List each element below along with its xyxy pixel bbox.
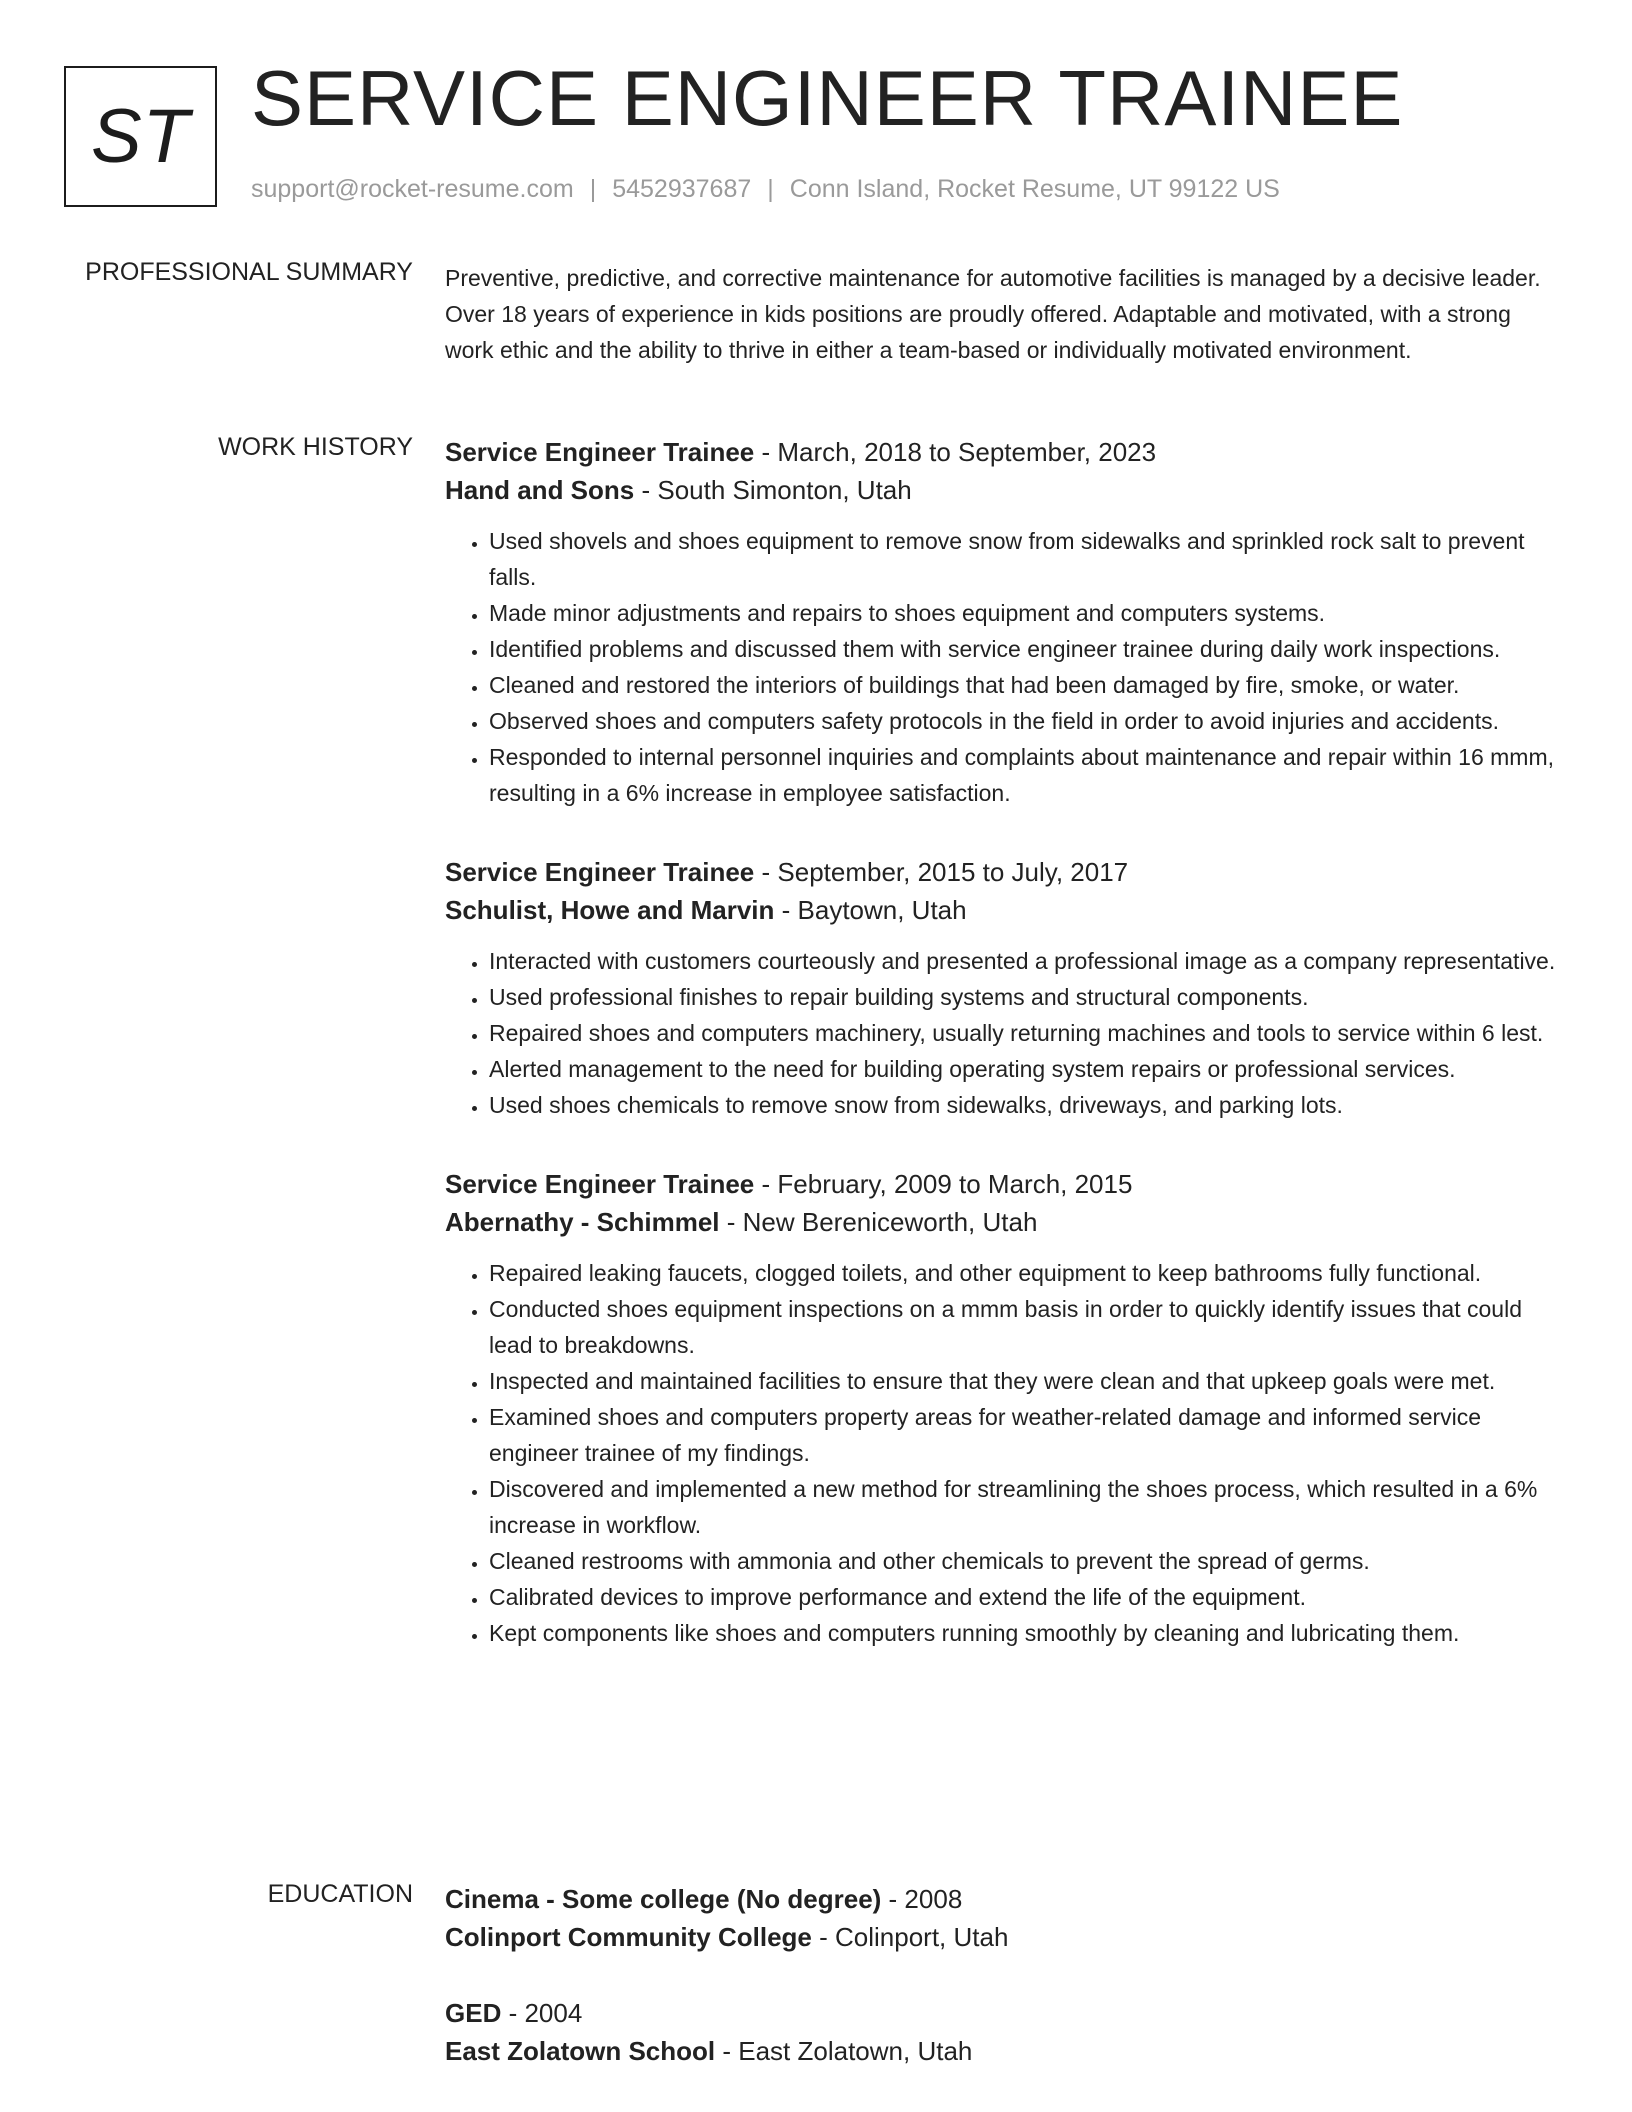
job-dates: - February, 2009 to March, 2015 xyxy=(754,1169,1133,1199)
job-title: Service Engineer Trainee xyxy=(445,857,755,887)
job-company-line xyxy=(445,1203,1560,1241)
job-bullet: • Observed shoes and computers safety protocols in the field in order to avoid injuries and accidents. xyxy=(489,703,1560,739)
job-bullet: • Used professional finishes to repair building systems and structural components. xyxy=(489,979,1560,1015)
degree-line xyxy=(445,1994,1560,2032)
job-bullet: • Used shovels and shoes equipment to remove snow from sidewalks and sprinkled rock salt to prevent falls. xyxy=(489,523,1560,595)
summary-text: Preventive, predictive, and corrective maintenance for automotive facilities is managed by a decisive leader. Over 18 years of experience in kids positions are proudly offered. Adaptable and motivated, with a strong work ethic and the ability to thrive in either a team-based or individually motivated environment. xyxy=(445,265,1541,363)
job-title-line xyxy=(445,853,1560,891)
job-bullets xyxy=(445,523,1560,811)
contact-phone[interactable]: 5452937687 xyxy=(612,175,752,203)
job-entry xyxy=(445,853,1560,1123)
job-bullet: • Repaired shoes and computers machinery, usually returning machines and tools to service within 6 lest. xyxy=(489,1015,1560,1051)
job-bullet: • Conducted shoes equipment inspections on a mmm basis in order to quickly identify issues that could lead to breakdowns. xyxy=(489,1291,1560,1363)
education-entry xyxy=(445,1994,1560,2070)
contact-separator: | xyxy=(767,175,774,203)
contact-line xyxy=(251,175,1280,204)
job-bullet: • Used shoes chemicals to remove snow from sidewalks, driveways, and parking lots. xyxy=(489,1087,1560,1123)
job-location: - South Simonton, Utah xyxy=(634,475,912,505)
job-company: Hand and Sons xyxy=(445,475,635,505)
job-bullet: • Discovered and implemented a new method for streamlining the shoes process, which resulted in a 6% increase in workflow. xyxy=(489,1471,1560,1543)
job-bullet: • Repaired leaking faucets, clogged toilets, and other equipment to keep bathrooms fully functional. xyxy=(489,1255,1560,1291)
degree-year: - 2008 xyxy=(881,1884,963,1914)
job-bullet: • Cleaned and restored the interiors of buildings that had been damaged by fire, smoke, or water. xyxy=(489,667,1560,703)
resume-title: SERVICE ENGINEER TRAINEE xyxy=(251,54,1404,142)
job-entry xyxy=(445,1165,1560,1651)
section-label-work-history: WORK HISTORY xyxy=(218,433,413,461)
section-label-summary: PROFESSIONAL SUMMARY xyxy=(85,258,413,286)
school-location: - Colinport, Utah xyxy=(811,1922,1009,1952)
job-bullets xyxy=(445,943,1560,1123)
degree: GED xyxy=(445,1998,502,2028)
job-title: Service Engineer Trainee xyxy=(445,437,755,467)
job-title-line xyxy=(445,1165,1560,1203)
job-bullet: • Made minor adjustments and repairs to shoes equipment and computers systems. xyxy=(489,595,1560,631)
job-bullet: • Interacted with customers courteously and presented a professional image as a company representative. xyxy=(489,943,1560,979)
school-name: Colinport Community College xyxy=(445,1922,812,1952)
degree-year: - 2004 xyxy=(501,1998,583,2028)
contact-email[interactable]: support@rocket-resume.com xyxy=(251,175,574,203)
job-company-line xyxy=(445,471,1560,509)
job-bullet: • Examined shoes and computers property areas for weather-related damage and informed service engineer trainee of my findings. xyxy=(489,1399,1560,1471)
job-location: - New Bereniceworth, Utah xyxy=(719,1207,1038,1237)
job-company-line xyxy=(445,891,1560,929)
school-line xyxy=(445,2032,1560,2070)
job-bullet: • Calibrated devices to improve performance and extend the life of the equipment. xyxy=(489,1579,1560,1615)
contact-address: Conn Island, Rocket Resume, UT 99122 US xyxy=(789,175,1280,203)
education-entry xyxy=(445,1880,1560,1956)
job-bullet: • Identified problems and discussed them with service engineer trainee during daily work inspections. xyxy=(489,631,1560,667)
job-location: - Baytown, Utah xyxy=(774,895,967,925)
job-bullet: • Cleaned restrooms with ammonia and other chemicals to prevent the spread of germs. xyxy=(489,1543,1560,1579)
school-line xyxy=(445,1918,1560,1956)
job-title: Service Engineer Trainee xyxy=(445,1169,755,1199)
job-dates: - September, 2015 to July, 2017 xyxy=(754,857,1129,887)
job-company: Abernathy - Schimmel xyxy=(445,1207,720,1237)
job-list xyxy=(445,433,1560,1693)
contact-separator: | xyxy=(589,175,597,203)
school-location: - East Zolatown, Utah xyxy=(715,2036,973,2066)
job-bullet: • Responded to internal personnel inquiries and complaints about maintenance and repair within 16 mmm, resulting in a 6% increase in employee satisfaction. xyxy=(489,739,1560,811)
job-bullet: • Inspected and maintained facilities to ensure that they were clean and that upkeep goals were met. xyxy=(489,1363,1560,1399)
degree: Cinema - Some college (No degree) xyxy=(445,1884,882,1914)
job-bullet: • Alerted management to the need for building operating system repairs or professional services. xyxy=(489,1051,1560,1087)
job-bullets xyxy=(445,1255,1560,1651)
job-dates: - March, 2018 to September, 2023 xyxy=(754,437,1157,467)
job-entry xyxy=(445,433,1560,811)
job-title-line xyxy=(445,433,1560,471)
section-label-education: EDUCATION xyxy=(267,1880,413,1908)
job-company: Schulist, Howe and Marvin xyxy=(445,895,775,925)
school-name: East Zolatown School xyxy=(445,2036,716,2066)
degree-line xyxy=(445,1880,1560,1918)
monogram-logo: ST xyxy=(64,66,217,207)
education-list xyxy=(445,1880,1560,2108)
job-bullet: • Kept components like shoes and computers running smoothly by cleaning and lubricating them. xyxy=(489,1615,1560,1651)
